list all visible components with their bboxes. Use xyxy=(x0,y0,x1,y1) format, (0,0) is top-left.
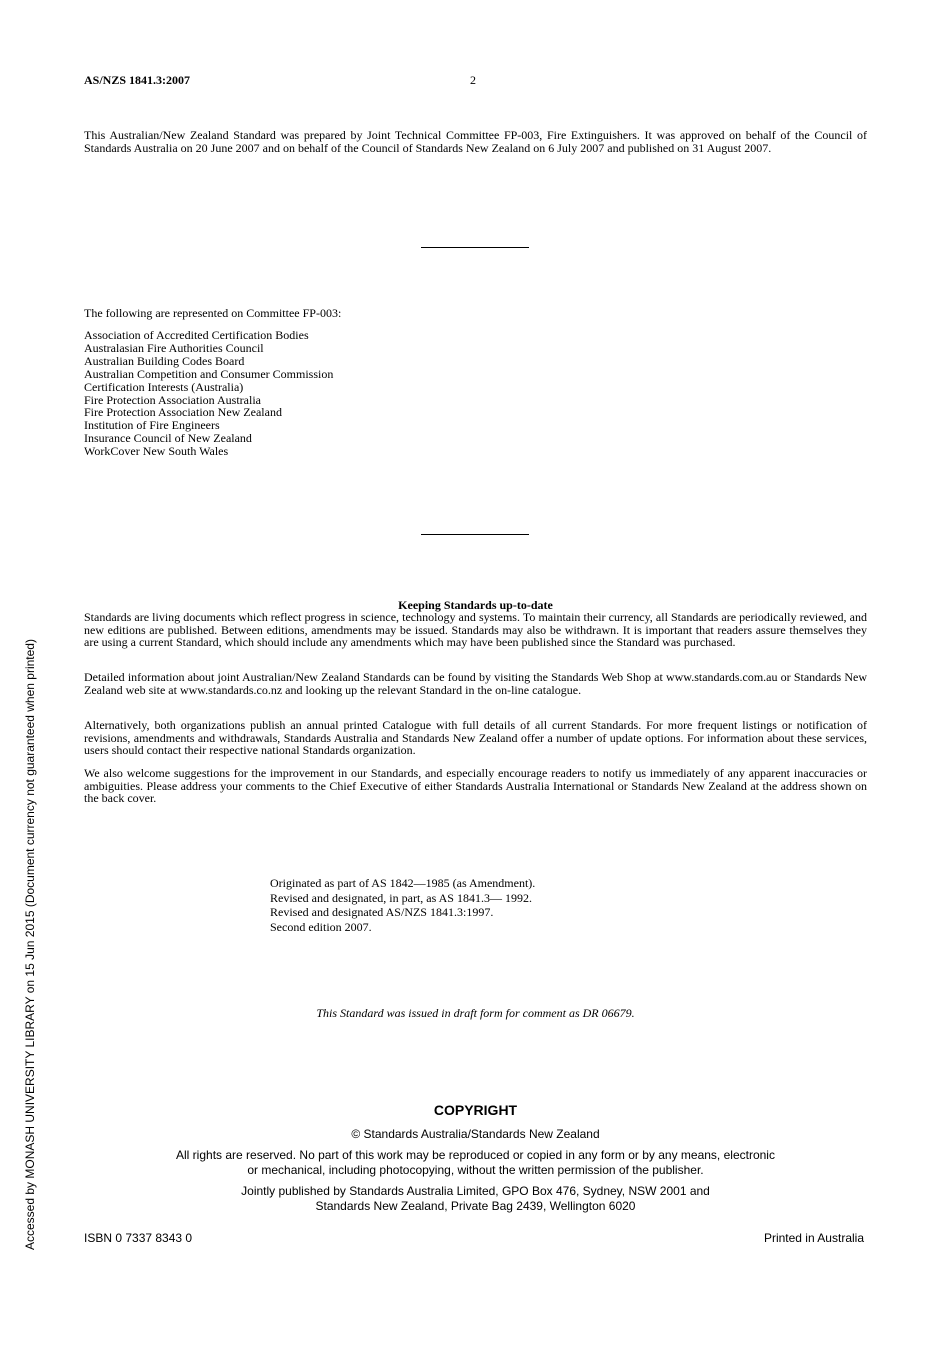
copyright-rights-line: All rights are reserved. No part of this work may be reproduced or copied in any form or by any means, electronic xyxy=(176,1148,775,1162)
committee-member: Institution of Fire Engineers xyxy=(84,418,220,433)
history-entry: Revised and designated, in part, as AS 1841.3— 1992. xyxy=(270,890,532,905)
keeping-standards-paragraph: Alternatively, both organizations publish an annual printed Catalogue with full details of all current Standards. For more frequent listings or notification of revisions, amendments and withdrawals, Standards Australia and Standards New Zealand offer a number of update options. For information about these services, users should contact their respective national Standards organization. xyxy=(84,718,867,758)
page-number: 2 xyxy=(470,73,476,87)
access-watermark: Accessed by MONASH UNIVERSITY LIBRARY on 15 Jun 2015 (Document currency not guaranteed when printed) xyxy=(23,639,37,1250)
keeping-standards-heading: Keeping Standards up-to-date xyxy=(398,598,553,612)
publisher-line: Jointly published by Standards Australia Limited, GPO Box 476, Sydney, NSW 2001 and xyxy=(241,1184,710,1198)
publisher-info xyxy=(84,1184,867,1214)
draft-note: This Standard was issued in draft form for comment as DR 06679. xyxy=(316,1006,635,1020)
committee-member: Certification Interests (Australia) xyxy=(84,379,244,394)
section-divider xyxy=(421,534,529,535)
printed-in: Printed in Australia xyxy=(763,1231,864,1245)
committee-member: Australian Competition and Consumer Commission xyxy=(84,366,334,381)
keeping-standards-paragraph: Standards are living documents which reflect progress in science, technology and systems. To maintain their currency, all Standards are periodically reviewed, and new editions are published. Between editions, amendments may be issued. Standards may also be withdrawn. It is important that readers assure themselves they are using a current Standard, which should include any amendments which may have been published since the Standard was purchased. xyxy=(84,610,867,650)
section-divider xyxy=(421,247,529,248)
committee-member: Australasian Fire Authorities Council xyxy=(84,340,264,355)
committee-member: Association of Accredited Certification Bodies xyxy=(84,328,309,342)
history-entry: Second edition 2007. xyxy=(270,919,372,934)
copyright-rights xyxy=(84,1148,867,1178)
revision-history xyxy=(270,876,535,934)
keeping-standards-paragraph: We also welcome suggestions for the improvement in our Standards, and especially encourage readers to notify us immediately of any apparent inaccuracies or ambiguities. Please address your comments to the Chief Executive of either Standards Australia International or Standards New Zealand at the address shown on the back cover. xyxy=(84,766,867,806)
copyright-owner: © Standards Australia/Standards New Zealand xyxy=(351,1127,600,1141)
committee-member: Australian Building Codes Board xyxy=(84,353,245,368)
committee-member: Fire Protection Association New Zealand xyxy=(84,405,282,420)
committee-member: Fire Protection Association Australia xyxy=(84,392,261,407)
keeping-standards-paragraph: Detailed information about joint Australian/New Zealand Standards can be found by visiting the Standards Web Shop at www.standards.com.au or Standards New Zealand web site at www.standards.co.nz and looking up the relevant Standard in the on-line catalogue. xyxy=(84,670,867,697)
committee-member-list xyxy=(84,329,333,458)
copyright-heading: COPYRIGHT xyxy=(433,1102,518,1118)
history-entry: Originated as part of AS 1842—1985 (as Amendment). xyxy=(270,876,536,890)
copyright-rights-line: or mechanical, including photocopying, without the written permission of the publisher. xyxy=(247,1163,704,1177)
committee-member: WorkCover New South Wales xyxy=(84,444,229,459)
committee-intro: The following are represented on Committee FP-003: xyxy=(84,306,342,320)
document-id: AS/NZS 1841.3:2007 xyxy=(84,73,191,87)
history-entry: Revised and designated AS/NZS 1841.3:1997. xyxy=(270,905,494,920)
preparation-paragraph: This Australian/New Zealand Standard was prepared by Joint Technical Committee FP-003, Fire Extinguishers. It was approved on behalf of the Council of Standards Australia on 20 June 2007 and on behalf of the Council of Standards New Zealand on 6 July 2007 and published on 31 August 2007. xyxy=(84,128,867,155)
isbn: ISBN 0 7337 8343 0 xyxy=(84,1231,193,1245)
committee-member: Insurance Council of New Zealand xyxy=(84,431,252,446)
publisher-line: Standards New Zealand, Private Bag 2439, Wellington 6020 xyxy=(315,1199,636,1213)
